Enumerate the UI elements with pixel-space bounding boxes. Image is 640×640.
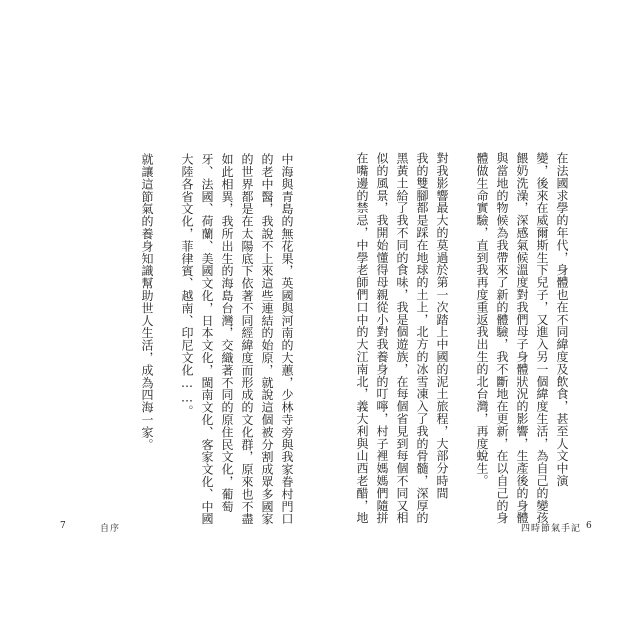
left-page-number: 7 (60, 521, 67, 531)
text-column: 的老中醫，我說不上來這些連結的始原，就說這個被分割成眾多國家 (260, 153, 274, 525)
text-column: 體做生命實驗，直到我再度重返我出生的北台灣，再度蛻生。 (475, 152, 489, 487)
left-page-text (137, 153, 297, 525)
text-column: 牙、法國、荷蘭、美國文化，日本文化，閩南文化、客家文化、中國 (200, 153, 214, 525)
text-column: 似的風景，我開始懂得母親從小對我養身的叮嚀，村子裡媽媽們隨拼 (375, 152, 389, 524)
text-column: 大陸各省文化，菲律賓、越南、印尼文化……。 (180, 153, 194, 418)
text-column: 在法國求學的年代，身體也在不同緯度及飲食，甚至人文中演 (555, 152, 569, 487)
text-column: 對我影響最大的莫過於第一次踏上中國的泥土旅程，大部分時間 (435, 152, 449, 500)
text-column: 與當地的物候為我帶來了新的體驗，我不斷地在更新，在以自己的身 (495, 152, 509, 524)
text-column: 就讓這節氣的養身知識幫助世人生活，成為四海一家。 (140, 153, 154, 451)
text-column: 如此相異，我所出生的海島台灣，交織著不同的原住民文化，葡萄 (220, 153, 234, 513)
text-column: 我的雙腳都是踩在地球的土上，北方的冰雪凍入了我的骨髓，深厚的 (415, 152, 429, 524)
text-column: 餵奶洗澡，深感氣候溫度對我們母子身體狀況的影響，生產後的身體 (515, 152, 529, 524)
right-running-head: 四時節氣手記 (521, 524, 582, 534)
text-column: 變，後來在威爾斯生下兒子，又進入另一個緯度生活，為自己的變孩 (535, 152, 549, 524)
text-column: 的世界都是在太陽底下依著不同經緯度而形成的文化群，原來也不盡 (240, 153, 254, 525)
right-page-number: 6 (586, 521, 593, 531)
right-page-text (352, 152, 572, 524)
text-column: 中海與青島的無花果，英國與河南的大蕙，少林寺旁與我家眷村門口 (280, 153, 294, 525)
text-column: 黑黃土給了我不同的食味，我是個遊族，在每個省見到每個不同又相 (395, 152, 409, 524)
left-running-head: 自序 (100, 524, 121, 534)
text-column: 在嘴邊的禁忌，中學老師們口中的大江南北，義大利與山西老醋，地 (355, 152, 369, 524)
